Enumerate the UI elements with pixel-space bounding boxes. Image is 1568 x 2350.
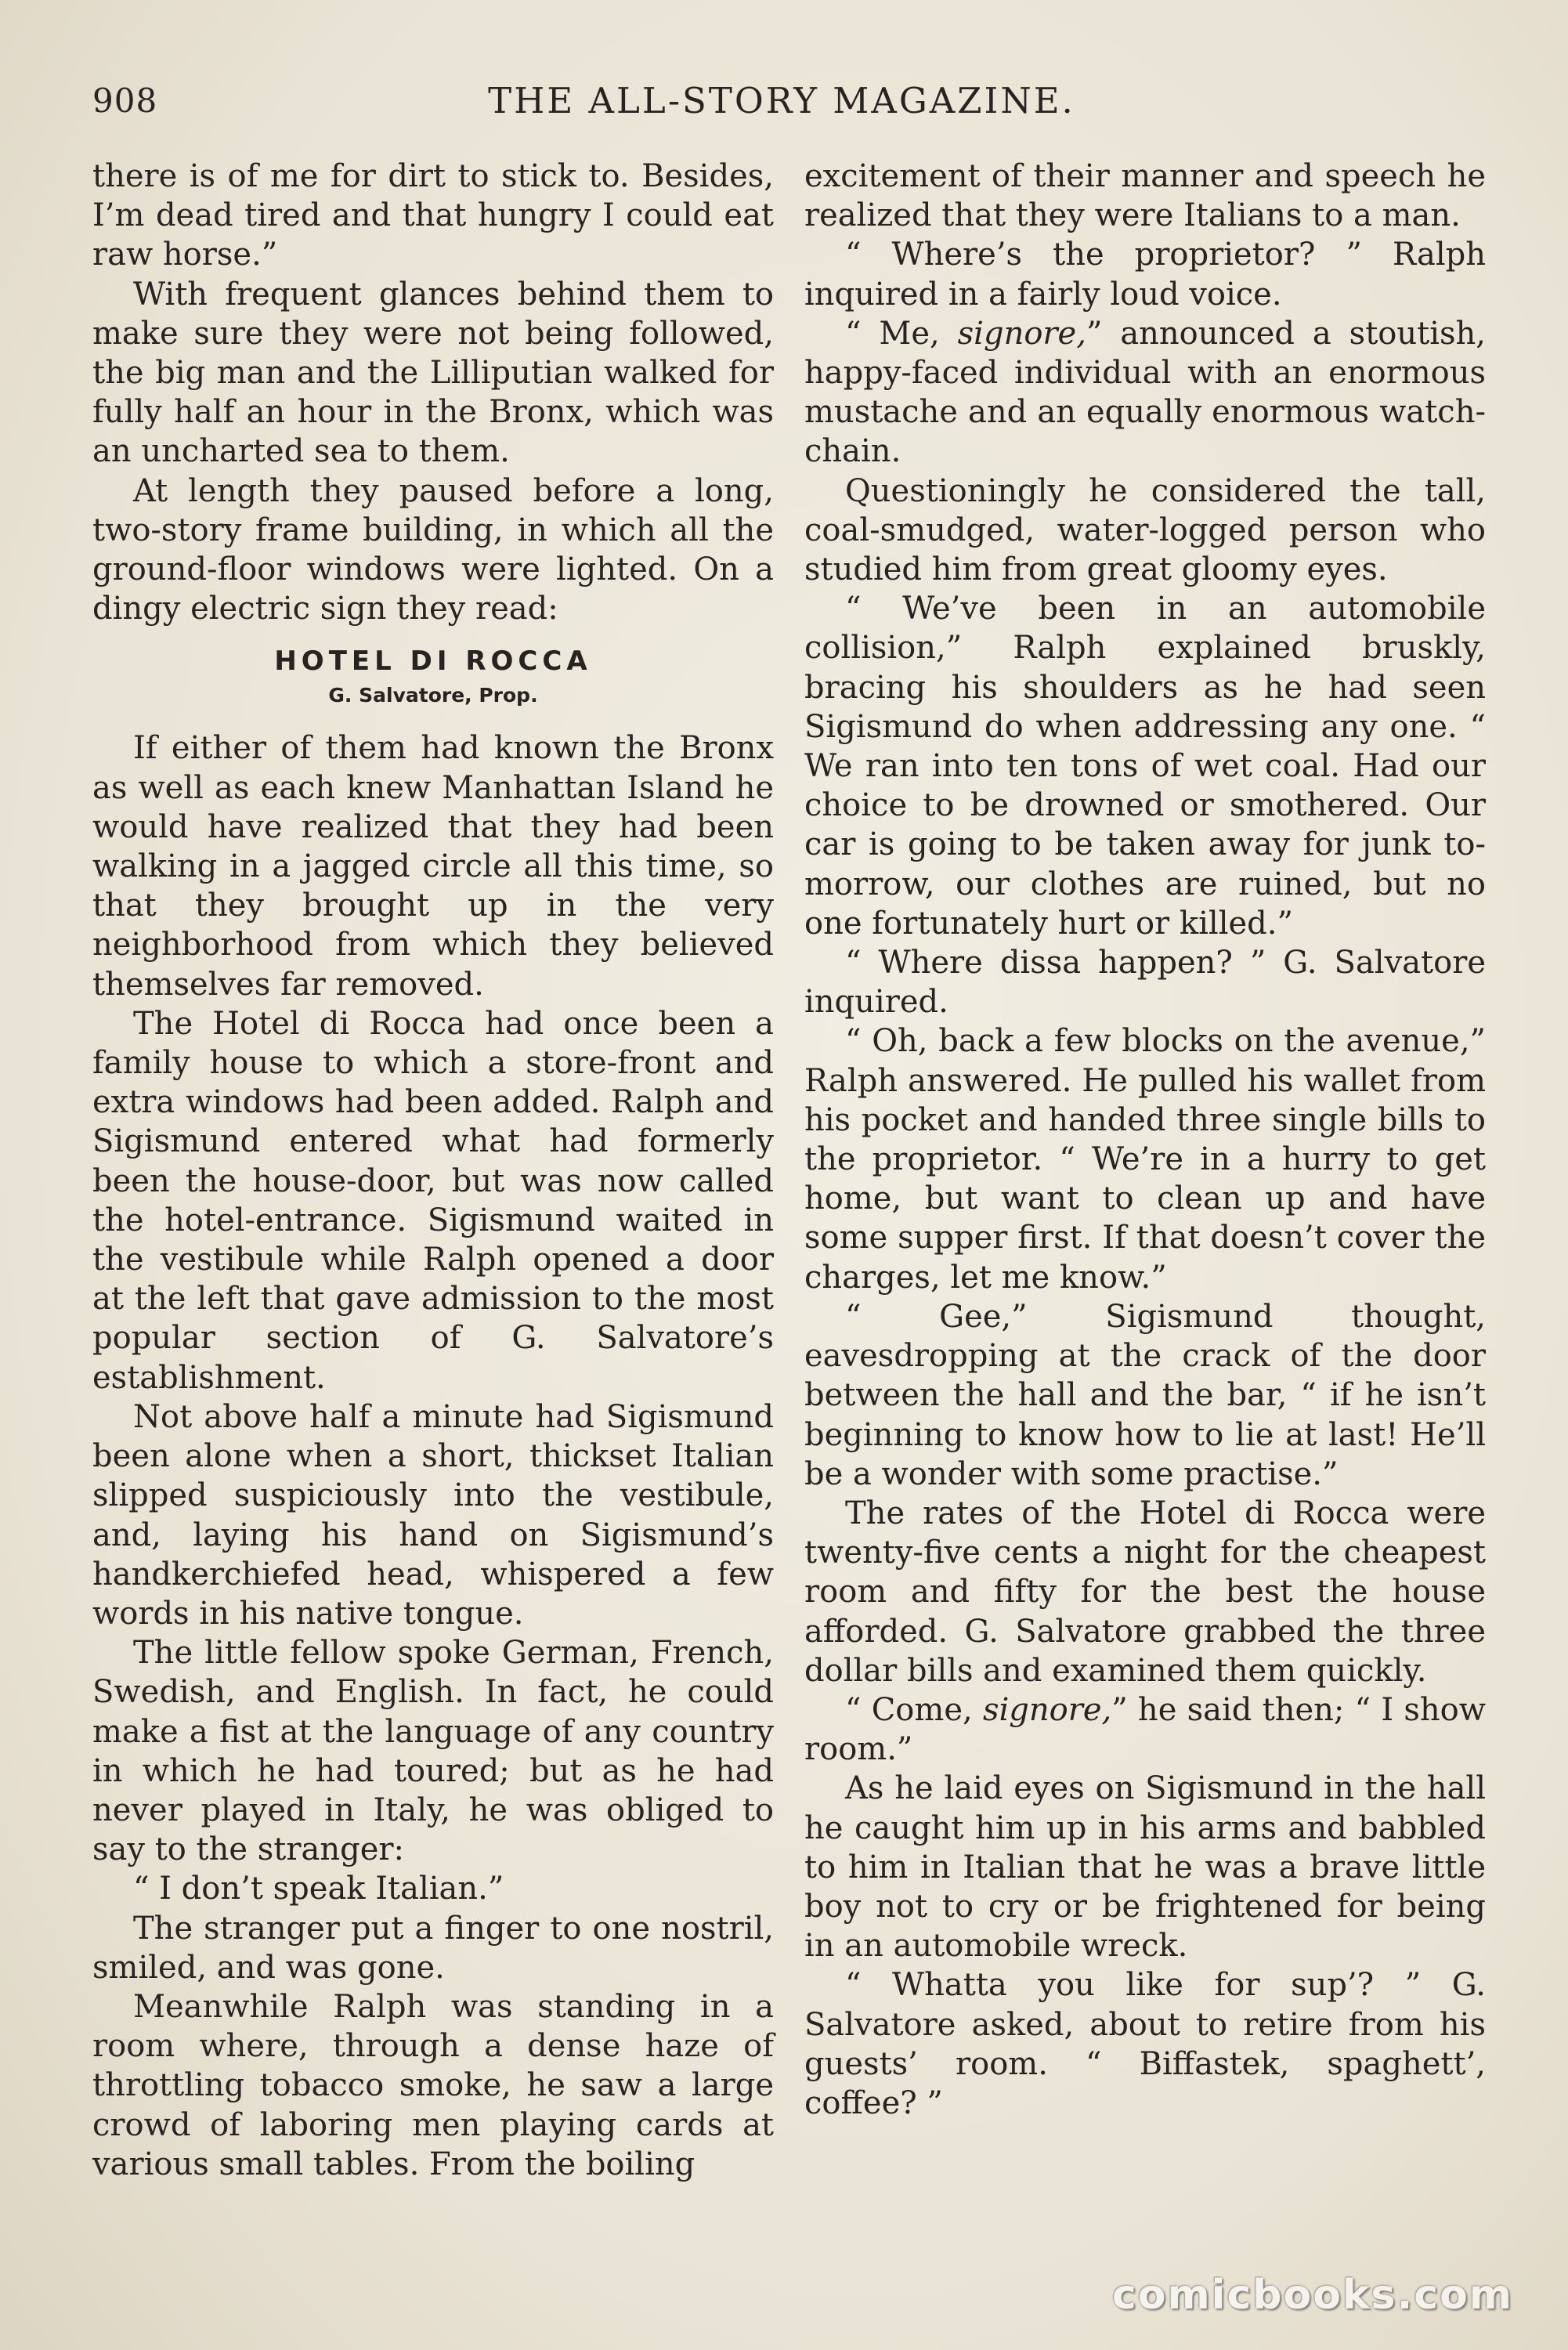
paragraph: The stranger put a finger to one nostril, smiled, and was gone. — [92, 1910, 774, 1986]
paragraph: Meanwhile Ralph was standing in a room where, through a dense haze of throttling tobacco smoke, he saw a large crowd of laboring men playing cards at various small tables. From the boiling — [92, 1988, 774, 2182]
paragraph: “ Oh, back a few blocks on the avenue,” Ralph answered. He pulled his wallet from his pocket and handed three single bills to the proprietor. “ We’re in a hurry to get home, but want to clean up and have some supper first. If that doesn’t cover the charges, let me know.” — [804, 1023, 1486, 1296]
paragraph: “ We’ve been in an automobile collision,” Ralph explained bruskly, bracing his shoulders as he had seen Sigismund do when addressing any one. “ We ran into ten tons of wet coal. Had our choice to be drowned or smothered. Our car is going to be taken away for junk to-morrow, our clothes are ruined, but no one fortunately hurt or killed.” — [804, 591, 1486, 942]
page-number: 908 — [92, 81, 158, 120]
paragraph: The Hotel di Rocca had once been a family house to which a store-front and extra windows had been added. Ralph and Sigismund entered what had formerly been the house-door, but was now called the hotel-entrance. Sigismund waited in the vestibule while Ralph opened a door at the left that gave admission to the most popular section of G. Salvatore’s establishment. — [92, 1005, 774, 1396]
paragraph: “ Where’s the proprietor? ” Ralph inquired in a fairly loud voice. — [804, 237, 1486, 313]
watermark: comicbooks.com — [1111, 2272, 1513, 2319]
text-run: “ Come, — [845, 1691, 983, 1728]
paragraph: excitement of their manner and speech he realized that they were Italians to a man. — [804, 158, 1486, 234]
paragraph: As he laid eyes on Sigismund in the hall he caught him up in his arms and babbled to him in Italian that he was a brave little boy not to cry or be frightened for being in an automobile wreck. — [804, 1770, 1486, 1965]
paragraph: “ I don’t speak Italian.” — [133, 1871, 504, 1907]
paragraph: At length they paused before a long, two-story frame building, in which all the ground-floor windows were lighted. On a dingy electric sign they read: — [92, 472, 774, 627]
right-column — [804, 157, 1486, 2123]
hotel-sign — [92, 642, 774, 711]
italic-text: signore, — [982, 1691, 1112, 1728]
paragraph: The rates of the Hotel di Rocca were twenty-five cents a night for the cheapest room and fifty for the best the house afforded. G. Salvatore grabbed the three dollar bills and examined them quickly. — [804, 1495, 1486, 1689]
paragraph — [804, 1690, 1486, 1769]
paragraph: With frequent glances behind them to make sure they were not being followed, the big man and the Lilliputian walked for fully half an hour in the Bronx, which was an uncharted sea to them. — [92, 276, 774, 470]
paragraph — [804, 314, 1486, 472]
hotel-sign-proprietor: G. Salvatore, Prop. — [328, 684, 538, 707]
paragraph: “ Whatta you like for sup’? ” G. Salvatore asked, about to retire from his guests’ room. “ Biffastek, spaghett’, coffee? ” — [804, 1967, 1486, 2121]
page-header — [92, 75, 1471, 130]
paragraph: The little fellow spoke German, French, Swedish, and English. In fact, he could make a fist at the language of any country in which he had toured; but as he had never played in Italy, he was obliged to say to the stranger: — [92, 1635, 774, 1868]
text-run: ” he said then; “ I show room.” — [804, 1691, 1486, 1768]
italic-text: signore, — [957, 315, 1086, 352]
paragraph: “ Gee,” Sigismund thought, eavesdropping at the crack of the door between the hall and the bar, “ if he isn’t beginning to know how to lie at last! He’ll be a wonder with some practise.” — [804, 1298, 1486, 1492]
paragraph: there is of me for dirt to stick to. Besides, I’m dead tired and that hungry I could eat raw horse.” — [92, 158, 774, 273]
text-run: ” announced a stoutish, happy-faced individual with an enormous mustache and an equally enormous watch-chain. — [804, 315, 1486, 470]
paragraph: Not above half a minute had Sigismund been alone when a short, thickset Italian slipped suspiciously into the vestibule, and, laying his hand on Sigismund’s handkerchiefed head, whispered a few words in his native tongue. — [92, 1398, 774, 1632]
running-head: THE ALL-STORY MAGAZINE. — [488, 80, 1075, 121]
paragraph: If either of them had known the Bronx as well as each knew Manhattan Island he would have realized that they had been walking in a jagged circle all this time, so that they brought up in the very neighborhood from which they believed themselves far removed. — [92, 730, 774, 1003]
hotel-sign-name: HOTEL DI ROCCA — [274, 645, 592, 678]
text-run: “ Me, — [845, 315, 958, 352]
paragraph: “ Where dissa happen? ” G. Salvatore inquired. — [804, 945, 1486, 1021]
left-column — [92, 157, 774, 2184]
paragraph: Questioningly he considered the tall, coal-smudged, water-logged person who studied him from great gloomy eyes. — [804, 472, 1486, 588]
